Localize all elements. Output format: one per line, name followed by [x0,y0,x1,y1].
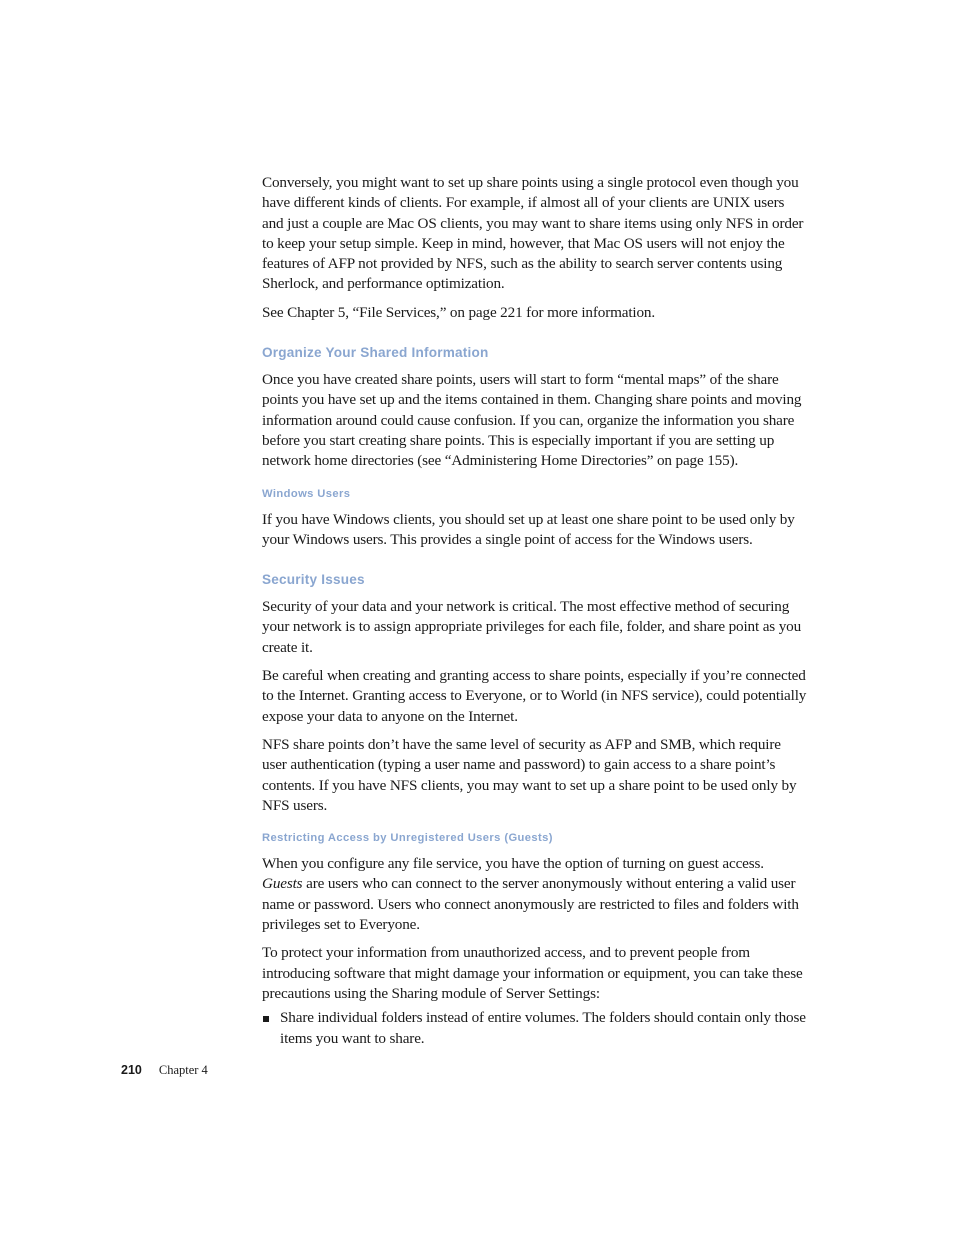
paragraph-security-data: Security of your data and your network is critical. The most effective method of securing your network is to assign appropriate privileges for each file, folder, and share point as you create it. [262,598,802,656]
chapter-label: Chapter 4 [158,1063,208,1077]
guest-text-a: When you configure any file service, you have the option of turning on guest access. [262,855,764,873]
bullet-item [262,1008,807,1049]
heading-security-issues: Security Issues [262,572,365,588]
bullet-text: Share individual folders instead of entire volumes. The folders should contain only those items you want to share. [280,1009,806,1047]
guest-text-b: are users who can connect to the server anonymously without entering a valid user name or password. Users who connect anonymously are restricted to files and folders with privileges set to Everyone. [262,875,799,934]
paragraph-organize: Once you have created share points, users will start to form “mental maps” of the share points you have set up and the items contained in them. Changing share points and moving information around could cause confusion. If you can, organize the information you share before you start creating share points. This is especially important if you are setting up network home directories (see “Administering Home Directories” on page 155). [262,371,802,470]
page-body [262,173,807,1049]
paragraph-windows-users: If you have Windows clients, you should set up at least one share point to be used only by your Windows users. This provides a single point of access for the Windows users. [262,510,795,548]
square-bullet-icon [263,1016,269,1022]
paragraph-guest-access [262,854,807,935]
guests-term: Guests [262,875,303,893]
paragraph-be-careful: Be careful when creating and granting access to share points, especially if you’re connected to the Internet. Granting access to Everyone, or to World (in NFS service), could potentially expose your data to anyone on the Internet. [262,667,807,725]
heading-windows-users: Windows Users [262,487,351,500]
paragraph-nfs-share-points: NFS share points don’t have the same level of security as AFP and SMB, which require user authentication (typing a user name and password) to gain access to a share point’s contents. If you have NFS clients, you may want to set up a share point to be used only by NFS users. [262,735,797,814]
paragraph-protect-information: To protect your information from unauthorized access, and to prevent people from introducing software that might damage your information or equipment, you can take these precautions using the Sharing module of Server Settings: [262,944,803,1002]
paragraph-conversely: Conversely, you might want to set up share points using a single protocol even though you have different kinds of clients. For example, if almost all of your clients are UNIX users and just a couple are Mac OS clients, you may want to share items using only NFS in order to keep your setup simple. Keep in mind, however, that Mac OS users will not enjoy the features of AFP not provided by NFS, such as the ability to search server contents using Sherlock, and performance optimization. [262,174,804,293]
paragraph-see-chapter: See Chapter 5, “File Services,” on page 221 for more information. [262,303,656,321]
heading-restricting-access: Restricting Access by Unregistered Users (Guests) [262,832,553,845]
page-footer [121,1063,208,1078]
page-number: 210 [121,1063,142,1077]
heading-organize-shared-information: Organize Your Shared Information [262,345,489,361]
